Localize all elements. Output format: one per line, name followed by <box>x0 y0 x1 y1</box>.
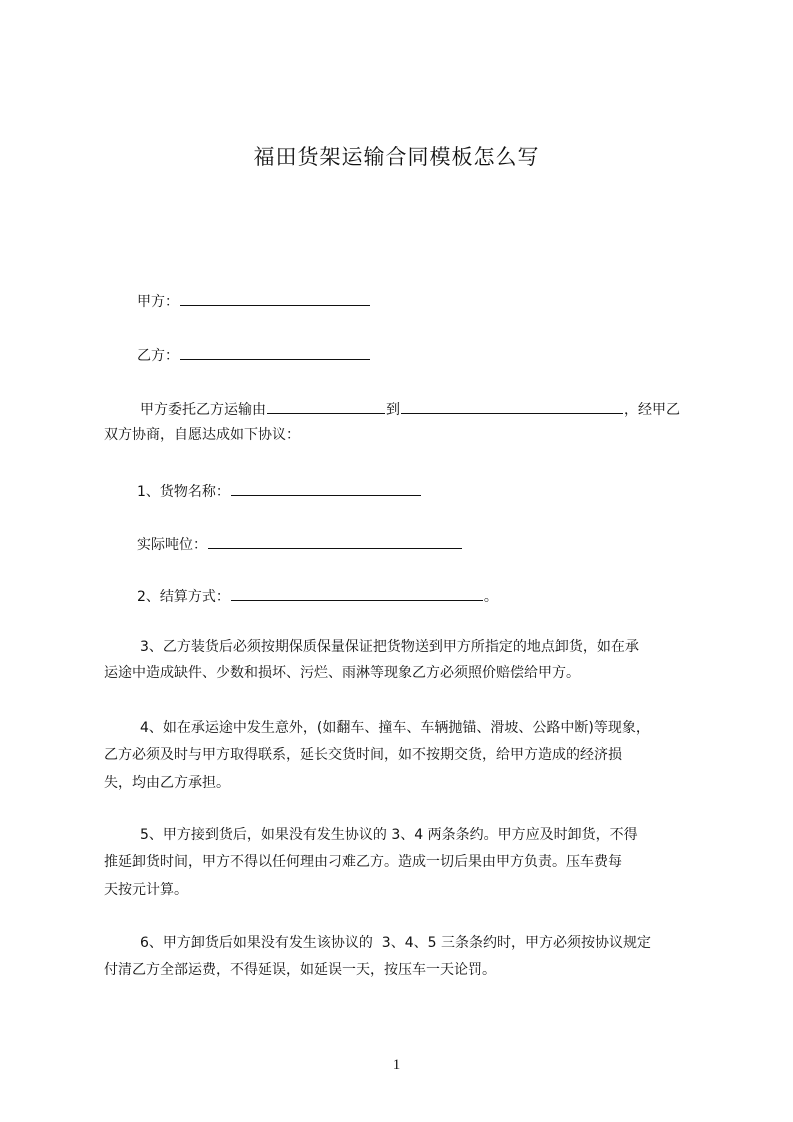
intro-line-1 <box>140 399 680 420</box>
tonnage-line <box>137 534 463 555</box>
goods-name-blank[interactable] <box>231 481 421 496</box>
tonnage-blank[interactable] <box>208 534 462 549</box>
clause5-line-3: 天按元计算。 <box>104 882 188 898</box>
clause6-line-1: 6、甲方卸货后如果没有发生该协议的 3、4、5 三条条约时，甲方必须按协议规定 <box>140 935 651 951</box>
clause6-line-2: 付清乙方全部运费，不得延误，如延误一天，按压车一天论罚。 <box>104 962 496 978</box>
intro-prefix: 甲方委托乙方运输由 <box>140 402 266 418</box>
page-number: 1 <box>392 1057 401 1073</box>
party-b-label: 乙方： <box>137 348 179 364</box>
destination-blank[interactable] <box>401 399 623 414</box>
clause4-line-3: 失，均由乙方承担。 <box>104 775 230 791</box>
item2-line <box>137 586 498 607</box>
party-a-label: 甲方： <box>137 294 179 310</box>
party-a-blank[interactable] <box>180 291 370 306</box>
clause3-line-1: 3、乙方装货后必须按期保质保量保证把货物送到甲方所指定的地点卸货，如在承 <box>140 639 639 655</box>
intro-suffix: ，经甲乙 <box>624 402 680 418</box>
clause4-line-2: 乙方必须及时与甲方取得联系，延长交货时间，如不按期交货，给甲方造成的经济损 <box>104 747 622 763</box>
intro-line-2: 双方协商，自愿达成如下协议： <box>104 427 300 443</box>
clause5-line-2: 推延卸货时间，甲方不得以任何理由刁难乙方。造成一切后果由甲方负责。压车费每 <box>104 854 622 870</box>
party-b-line <box>137 345 371 366</box>
origin-blank[interactable] <box>267 399 385 414</box>
tonnage-label: 实际吨位： <box>137 537 207 553</box>
party-a-line <box>137 291 371 312</box>
item1-label: 1、货物名称： <box>137 484 230 500</box>
settlement-blank[interactable] <box>231 586 483 601</box>
document-title: 福田货架运输合同模板怎么写 <box>253 145 540 169</box>
party-b-blank[interactable] <box>180 345 370 360</box>
clause3-line-2: 运途中造成缺件、少数和损坏、污烂、雨淋等现象乙方必须照价赔偿给甲方。 <box>104 665 580 681</box>
intro-middle: 到 <box>386 402 400 418</box>
clause5-line-1: 5、甲方接到货后，如果没有发生协议的 3、4 两条条约。甲方应及时卸货，不得 <box>140 827 638 843</box>
clause4-line-1: 4、如在承运途中发生意外，(如翻车、撞车、车辆抛锚、滑坡、公路中断)等现象， <box>140 720 650 736</box>
item2-end: 。 <box>483 589 498 605</box>
item2-label: 2、结算方式： <box>137 589 230 605</box>
item1-line <box>137 481 422 502</box>
